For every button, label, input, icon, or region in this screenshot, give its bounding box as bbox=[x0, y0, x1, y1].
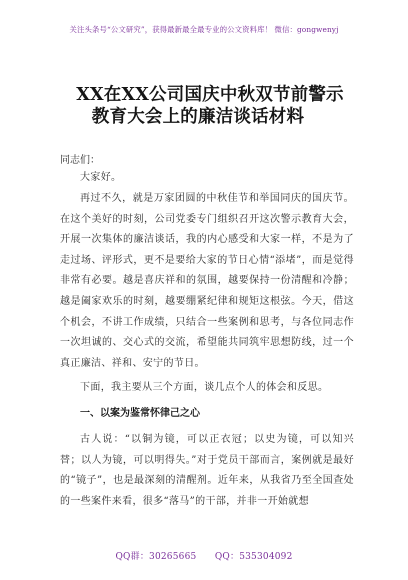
paragraph-outline: 下面，我主要从三个方面，谈几点个人的体会和反思。 bbox=[80, 382, 329, 393]
section-heading: 一、以案为鉴常怀律己之心 bbox=[80, 408, 200, 419]
paragraph-intro: 再过不久，就是万家团圆的中秋佳节和举国同庆的国庆节。在这个美好的时刻，公司党委专门组织召开这次警示教育大会，开展一次集体的廉洁谈话，我的内心感受和大家一样，不是为了走过场、评形式，更不是要给大家的节日心情“添堵”，而是觉得非常有必要。越是喜庆祥和的氛围，越要保持一份清醒和冷静；越是阖家欢乐的时刻，越要绷紧纪律和规矩这根弦。今天，借这个机会，不讲工作成绩，只结合一些案例和思考，与各位同志作一次坦诚的、交心式的交流，希望能共同筑牢思想防线，过一个真正廉洁、祥和、安宁的节日。 bbox=[60, 193, 354, 369]
header-note: 关注头条号“公文研究”，获得最新最全最专业的公文资料库！ 微信：gongwenyj bbox=[69, 25, 339, 34]
document-title-line-2: 教育大会上的廉洁谈话材料 bbox=[91, 107, 305, 127]
footer-contact: QQ群：30265665 QQ：535304092 bbox=[115, 552, 293, 562]
document-title-line-1: XX在XX公司国庆中秋双节前警示 bbox=[76, 85, 344, 105]
salutation: 同志们： bbox=[60, 155, 100, 166]
paragraph-greeting: 大家好。 bbox=[80, 172, 122, 183]
paragraph-section-1: 古人说：“以铜为镜，可以正衣冠；以史为镜，可以知兴替；以人为镜，可以明得失。”对于党员干部而言，案例就是最好的“镜子”，也是最深刻的清醒剂。近年来，从我省乃至全国查处的一些案件来看，很多“落马”的干部，并非一开始就想 bbox=[60, 434, 354, 507]
